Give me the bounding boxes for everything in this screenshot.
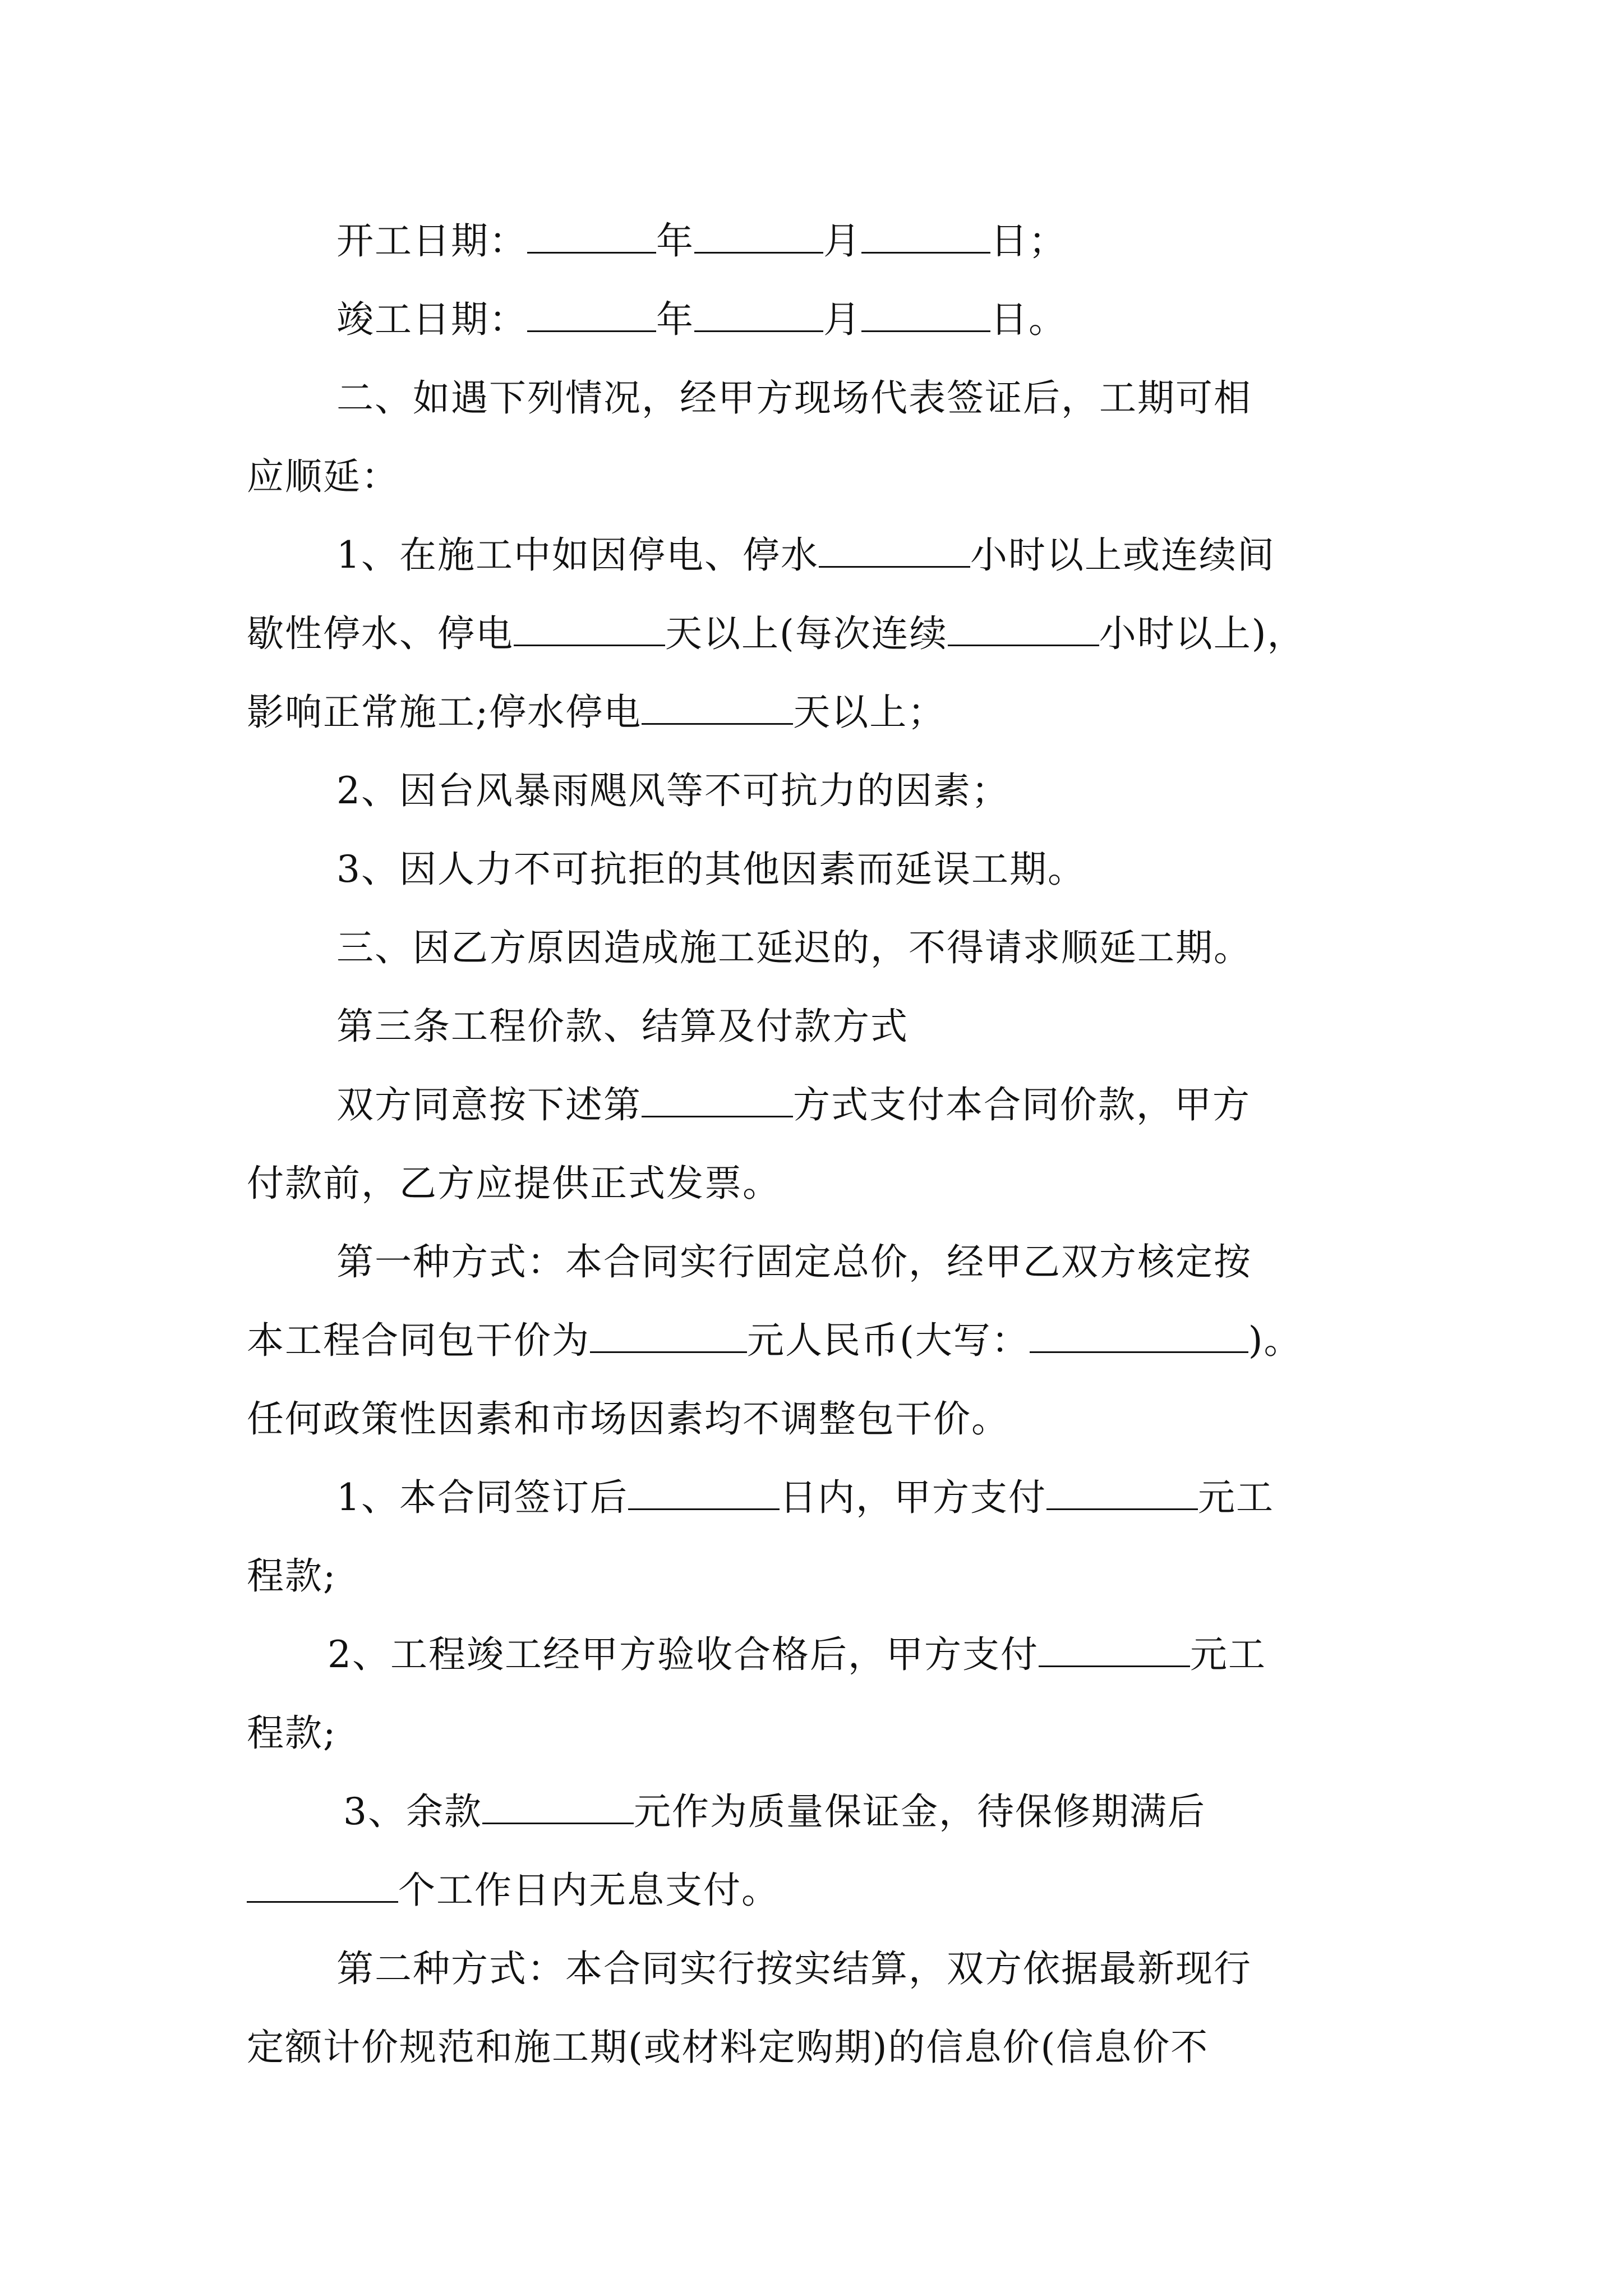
blank-field <box>948 611 1099 646</box>
paragraph-line: 个工作日内无息支付。 <box>0 1862 1623 1918</box>
paragraph-line: 任何政策性因素和市场因素均不调整包干价。 <box>247 1397 1009 1441</box>
blank-field <box>628 1475 780 1510</box>
paragraph-line: 本工程合同包干价为 元人民币(大写： )。 <box>247 1319 1302 1362</box>
paragraph-line: 第二种方式：本合同实行按实结算，双方依据最新现行 <box>336 1947 1252 1990</box>
paragraph-line: 3、余款 元作为质量保证金，待保修期满后 <box>343 1790 1206 1833</box>
paragraph-line: 程款; <box>247 1711 337 1755</box>
blank-field <box>482 1789 634 1824</box>
paragraph-line: 1、在施工中如因停电、停水 小时以上或连续间 <box>336 533 1275 577</box>
paragraph-line: 三、因乙方原因造成施工延迟的，不得请求顺延工期。 <box>336 926 1252 969</box>
blank-field <box>527 297 656 332</box>
blank-field <box>642 1083 793 1117</box>
blank-field <box>861 219 990 254</box>
blank-field <box>1039 1632 1190 1667</box>
paragraph-line: 影响正常施工;停水停电 天以上； <box>247 691 946 734</box>
blank-field <box>1030 1318 1248 1353</box>
paragraph-line: 1、本合同签订后 日内，甲方支付 元工 <box>336 1476 1274 1519</box>
paragraph-line: 2、因台风暴雨飓风等不可抗力的因素； <box>336 769 1009 812</box>
paragraph-line: 歇性停水、停电 天以上(每次连续 小时以上)， <box>247 612 1306 655</box>
paragraph-line: 3、因人力不可抗拒的其他因素而延误工期。 <box>336 848 1086 891</box>
paragraph-line: 程款; <box>247 1554 337 1598</box>
start-date-line: 开工日期： 年 月 日； <box>336 219 1067 263</box>
blank-field <box>819 533 970 568</box>
blank-field <box>247 1868 398 1903</box>
blank-field <box>861 297 990 332</box>
blank-field <box>527 219 656 254</box>
paragraph-line: 2、工程竣工经甲方验收合格后，甲方支付 元工 <box>328 1633 1266 1676</box>
blank-field <box>694 297 823 332</box>
section-heading: 第三条工程价款、结算及付款方式 <box>336 1005 909 1048</box>
paragraph-line: 付款前，乙方应提供正式发票。 <box>247 1162 781 1205</box>
paragraph-line: 第一种方式：本合同实行固定总价，经甲乙双方核定按 <box>336 1240 1252 1283</box>
blank-field <box>642 690 793 725</box>
paragraph-line: 二、如遇下列情况，经甲方现场代表签证后，工期可相 <box>336 376 1252 420</box>
paragraph-line: 应顺延： <box>247 455 399 498</box>
paragraph-line: 双方同意按下述第 方式支付本合同价款，甲方 <box>336 1083 1251 1126</box>
blank-field <box>1046 1475 1198 1510</box>
completion-date-line: 竣工日期： 年 月 日。 <box>336 298 1067 341</box>
blank-field <box>590 1318 747 1353</box>
blank-field <box>694 219 823 254</box>
blank-field <box>514 611 665 646</box>
paragraph-line: 定额计价规范和施工期(或材料定购期)的信息价(信息价不 <box>247 2026 1209 2069</box>
